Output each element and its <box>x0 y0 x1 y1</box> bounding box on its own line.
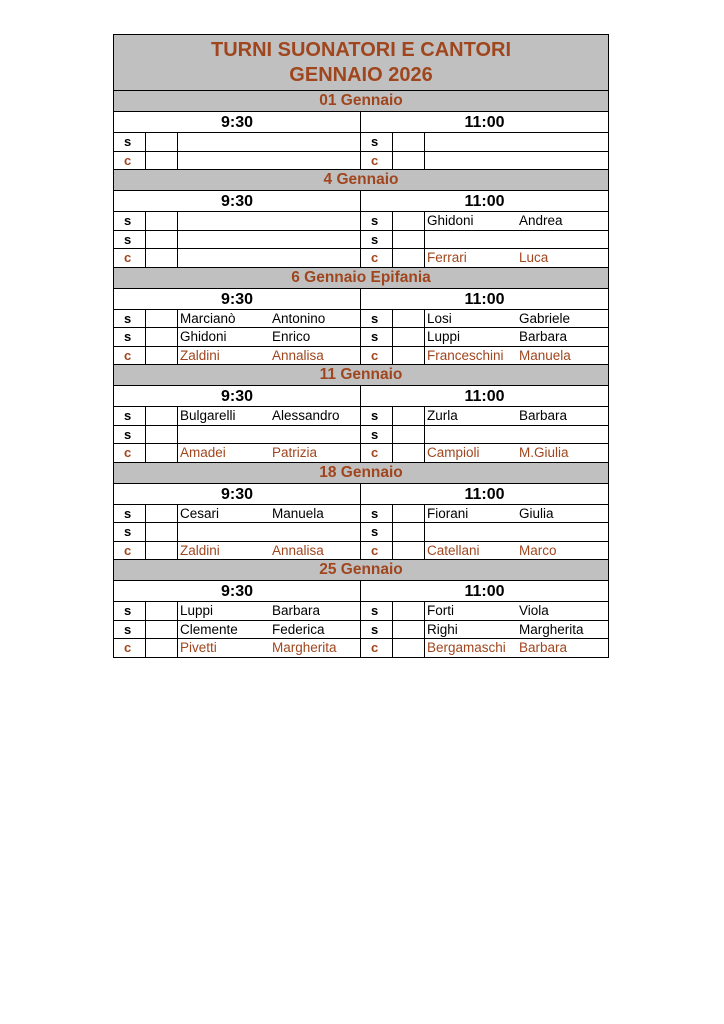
assignment-cell <box>114 639 361 657</box>
table-row <box>114 347 608 366</box>
assignment-cell <box>361 328 608 346</box>
person-name <box>178 133 360 151</box>
first-name <box>519 523 608 541</box>
first-name: Giulia <box>519 505 554 521</box>
mass-time: 11:00 <box>464 193 505 210</box>
role-code: s <box>361 212 393 230</box>
assignment-cell <box>114 444 361 462</box>
surname: Zaldini <box>180 542 220 558</box>
surname: Zurla <box>427 408 458 423</box>
first-name: Manuela <box>519 347 571 363</box>
table-row <box>114 426 608 445</box>
surname: Zaldini <box>180 347 220 363</box>
first-name: Margherita <box>272 640 337 655</box>
assignment-cell <box>114 231 361 249</box>
first-name <box>519 231 608 249</box>
surname <box>427 231 519 249</box>
mass-time: 11:00 <box>464 114 505 131</box>
role-code: s <box>114 505 146 523</box>
empty-cell <box>393 621 425 639</box>
person-name <box>425 621 608 639</box>
first-name <box>272 231 360 249</box>
assignment-cell <box>361 407 608 425</box>
first-name <box>519 426 608 444</box>
surname <box>180 249 272 267</box>
surname: Ferrari <box>427 250 467 265</box>
assignment-cell <box>361 310 608 328</box>
surname: Righi <box>427 621 458 637</box>
surname <box>180 133 272 151</box>
surname: Bergamaschi <box>427 640 506 655</box>
empty-cell <box>393 212 425 230</box>
first-name <box>519 133 608 151</box>
person-name <box>178 231 360 249</box>
surname <box>427 133 519 151</box>
first-name: Alessandro <box>272 408 340 423</box>
role-code: s <box>361 621 393 639</box>
assignment-cell <box>114 621 361 639</box>
mass-time: 9:30 <box>220 290 254 308</box>
surname: Franceschini <box>427 347 504 363</box>
empty-cell <box>146 328 178 346</box>
time-row <box>114 581 608 602</box>
empty-cell <box>146 212 178 230</box>
person-name <box>425 426 608 444</box>
empty-cell <box>393 347 425 365</box>
surname: Campioli <box>427 445 480 460</box>
empty-cell <box>393 505 425 523</box>
role-code: c <box>361 542 393 560</box>
surname: Luppi <box>180 603 214 618</box>
time-column <box>114 112 361 132</box>
first-name: Federica <box>272 621 325 637</box>
role-code: s <box>114 212 146 230</box>
role-code: s <box>361 602 393 620</box>
mass-time: 9:30 <box>220 114 254 131</box>
time-column <box>361 191 608 211</box>
first-name: Enrico <box>272 329 311 344</box>
empty-cell <box>146 152 178 170</box>
person-name <box>425 231 608 249</box>
assignment-cell <box>114 310 361 328</box>
day-section <box>114 463 608 561</box>
person-name <box>178 328 360 346</box>
assignment-cell <box>361 621 608 639</box>
time-row <box>114 386 608 407</box>
person-name <box>425 133 608 151</box>
first-name: Patrizia <box>272 445 318 460</box>
role-code: s <box>114 426 146 444</box>
empty-cell <box>146 505 178 523</box>
empty-cell <box>393 133 425 151</box>
empty-cell <box>393 249 425 267</box>
table-row <box>114 444 608 463</box>
time-column <box>114 386 361 406</box>
assignment-cell <box>361 133 608 151</box>
surname: Amadei <box>180 445 226 460</box>
first-name: Andrea <box>519 213 563 228</box>
assignment-cell <box>114 133 361 151</box>
person-name <box>178 621 360 639</box>
empty-cell <box>146 602 178 620</box>
first-name <box>272 212 360 230</box>
assignment-cell <box>361 347 608 365</box>
first-name: Manuela <box>272 505 324 521</box>
surname: Ghidoni <box>180 329 227 344</box>
surname <box>180 426 272 444</box>
surname: Cesari <box>180 505 220 521</box>
first-name: Luca <box>519 250 549 265</box>
mass-time: 11:00 <box>464 290 505 308</box>
empty-cell <box>146 407 178 425</box>
day-section <box>114 170 608 268</box>
mass-time: 11:00 <box>464 485 505 503</box>
empty-cell <box>146 133 178 151</box>
first-name <box>272 152 360 170</box>
empty-cell <box>146 444 178 462</box>
assignment-cell <box>114 505 361 523</box>
role-code: s <box>114 621 146 639</box>
assignment-cell <box>361 523 608 541</box>
person-name <box>178 602 360 620</box>
role-code: c <box>114 639 146 657</box>
empty-cell <box>146 347 178 365</box>
assignment-cell <box>361 152 608 170</box>
role-code: s <box>361 310 393 328</box>
time-column <box>114 484 361 504</box>
role-code: c <box>114 347 146 365</box>
table-row <box>114 407 608 426</box>
person-name <box>178 152 360 170</box>
table-row <box>114 505 608 524</box>
table-row <box>114 152 608 171</box>
title-block <box>114 35 608 91</box>
role-code: c <box>114 249 146 267</box>
mass-time: 11:00 <box>464 583 505 600</box>
person-name <box>425 328 608 346</box>
table-row <box>114 542 608 561</box>
person-name <box>425 407 608 425</box>
empty-cell <box>393 152 425 170</box>
day-sections <box>114 91 608 658</box>
role-code: s <box>114 523 146 541</box>
first-name: Margherita <box>519 621 584 637</box>
role-code: c <box>114 152 146 170</box>
first-name: Annalisa <box>272 542 324 558</box>
day-header: 11 Gennaio <box>114 365 608 386</box>
table-row <box>114 231 608 250</box>
person-name <box>178 444 360 462</box>
person-name <box>425 152 608 170</box>
time-column <box>114 289 361 309</box>
first-name: Antonino <box>272 310 326 326</box>
first-name: Marco <box>519 542 557 558</box>
table-row <box>114 639 608 658</box>
mass-time: 9:30 <box>220 485 254 503</box>
surname: Catellani <box>427 542 480 558</box>
time-column <box>361 581 608 601</box>
day-header: 25 Gennaio <box>114 560 608 581</box>
role-code: s <box>361 426 393 444</box>
assignment-cell <box>114 249 361 267</box>
day-section <box>114 365 608 463</box>
time-column <box>114 581 361 601</box>
role-code: s <box>361 523 393 541</box>
time-row <box>114 289 608 310</box>
surname: Ghidoni <box>427 213 474 228</box>
empty-cell <box>393 602 425 620</box>
person-name <box>178 505 360 523</box>
surname: Forti <box>427 603 454 618</box>
empty-cell <box>146 621 178 639</box>
person-name <box>178 407 360 425</box>
assignment-cell <box>114 523 361 541</box>
empty-cell <box>393 523 425 541</box>
role-code: c <box>361 444 393 462</box>
person-name <box>178 310 360 328</box>
empty-cell <box>393 426 425 444</box>
time-column <box>361 112 608 132</box>
person-name <box>178 347 360 365</box>
empty-cell <box>393 444 425 462</box>
time-column <box>114 191 361 211</box>
role-code: s <box>361 133 393 151</box>
person-name <box>425 310 608 328</box>
person-name <box>425 505 608 523</box>
role-code: c <box>361 152 393 170</box>
surname: Clemente <box>180 621 238 637</box>
surname <box>180 523 272 541</box>
surname: Luppi <box>427 329 461 344</box>
surname <box>427 152 519 170</box>
empty-cell <box>146 426 178 444</box>
mass-time: 11:00 <box>464 388 505 405</box>
day-section <box>114 268 608 366</box>
table-row <box>114 310 608 329</box>
table-row <box>114 602 608 621</box>
first-name <box>272 133 360 151</box>
page-subtitle-month: GENNAIO 2026 <box>289 63 433 86</box>
role-code: s <box>114 231 146 249</box>
person-name <box>178 212 360 230</box>
time-column <box>361 484 608 504</box>
empty-cell <box>393 310 425 328</box>
person-name <box>425 523 608 541</box>
time-row <box>114 112 608 133</box>
time-row <box>114 484 608 505</box>
assignment-cell <box>114 602 361 620</box>
assignment-cell <box>114 347 361 365</box>
first-name <box>519 152 608 170</box>
first-name: Viola <box>519 603 549 618</box>
day-header: 18 Gennaio <box>114 463 608 484</box>
time-column <box>361 289 608 309</box>
first-name: M.Giulia <box>519 445 569 460</box>
assignment-cell <box>114 328 361 346</box>
role-code: c <box>114 444 146 462</box>
role-code: s <box>114 310 146 328</box>
person-name <box>425 444 608 462</box>
surname <box>180 212 272 230</box>
mass-time: 9:30 <box>220 583 254 600</box>
surname <box>427 523 519 541</box>
assignment-cell <box>361 212 608 230</box>
role-code: s <box>361 505 393 523</box>
person-name <box>178 542 360 560</box>
page-title: TURNI SUONATORI E CANTORI <box>210 38 511 61</box>
role-code: s <box>114 328 146 346</box>
empty-cell <box>146 639 178 657</box>
first-name: Gabriele <box>519 310 571 326</box>
role-code: s <box>114 133 146 151</box>
table-row <box>114 249 608 268</box>
surname: Pivetti <box>180 640 217 655</box>
surname <box>180 152 272 170</box>
assignment-cell <box>361 426 608 444</box>
empty-cell <box>393 407 425 425</box>
first-name <box>272 426 360 444</box>
person-name <box>425 249 608 267</box>
first-name: Barbara <box>272 603 321 618</box>
time-row <box>114 191 608 212</box>
assignment-cell <box>114 542 361 560</box>
day-header: 4 Gennaio <box>114 170 608 191</box>
person-name <box>178 639 360 657</box>
surname <box>180 231 272 249</box>
role-code: c <box>361 639 393 657</box>
first-name <box>272 523 360 541</box>
empty-cell <box>146 542 178 560</box>
assignment-cell <box>114 407 361 425</box>
person-name <box>178 523 360 541</box>
assignment-cell <box>361 231 608 249</box>
empty-cell <box>393 231 425 249</box>
surname: Marcianò <box>180 310 236 326</box>
empty-cell <box>146 231 178 249</box>
table-row <box>114 523 608 542</box>
empty-cell <box>146 310 178 328</box>
schedule-table <box>113 34 609 658</box>
day-section <box>114 560 608 658</box>
role-code: c <box>114 542 146 560</box>
role-code: s <box>114 602 146 620</box>
assignment-cell <box>114 152 361 170</box>
table-row <box>114 621 608 640</box>
person-name <box>425 347 608 365</box>
assignment-cell <box>361 602 608 620</box>
empty-cell <box>146 523 178 541</box>
first-name: Barbara <box>519 408 568 423</box>
day-header: 01 Gennaio <box>114 91 608 112</box>
role-code: c <box>361 249 393 267</box>
surname: Fiorani <box>427 505 469 521</box>
role-code: c <box>361 347 393 365</box>
empty-cell <box>393 542 425 560</box>
table-row <box>114 212 608 231</box>
day-section <box>114 91 608 170</box>
first-name: Annalisa <box>272 347 324 363</box>
assignment-cell <box>361 639 608 657</box>
role-code: s <box>114 407 146 425</box>
table-row <box>114 328 608 347</box>
surname: Losi <box>427 310 452 326</box>
assignment-cell <box>361 249 608 267</box>
table-row <box>114 133 608 152</box>
time-column <box>361 386 608 406</box>
assignment-cell <box>114 426 361 444</box>
person-name <box>178 426 360 444</box>
role-code: s <box>361 328 393 346</box>
person-name <box>425 639 608 657</box>
role-code: s <box>361 231 393 249</box>
mass-time: 9:30 <box>220 388 254 405</box>
person-name <box>178 249 360 267</box>
empty-cell <box>393 639 425 657</box>
assignment-cell <box>361 505 608 523</box>
day-header: 6 Gennaio Epifania <box>114 268 608 289</box>
first-name: Barbara <box>519 329 568 344</box>
surname: Bulgarelli <box>180 408 236 423</box>
assignment-cell <box>361 444 608 462</box>
role-code: s <box>361 407 393 425</box>
first-name: Barbara <box>519 640 568 655</box>
empty-cell <box>146 249 178 267</box>
empty-cell <box>393 328 425 346</box>
assignment-cell <box>361 542 608 560</box>
person-name <box>425 212 608 230</box>
mass-time: 9:30 <box>220 193 254 210</box>
person-name <box>425 602 608 620</box>
person-name <box>425 542 608 560</box>
first-name <box>272 249 360 267</box>
surname <box>427 426 519 444</box>
assignment-cell <box>114 212 361 230</box>
